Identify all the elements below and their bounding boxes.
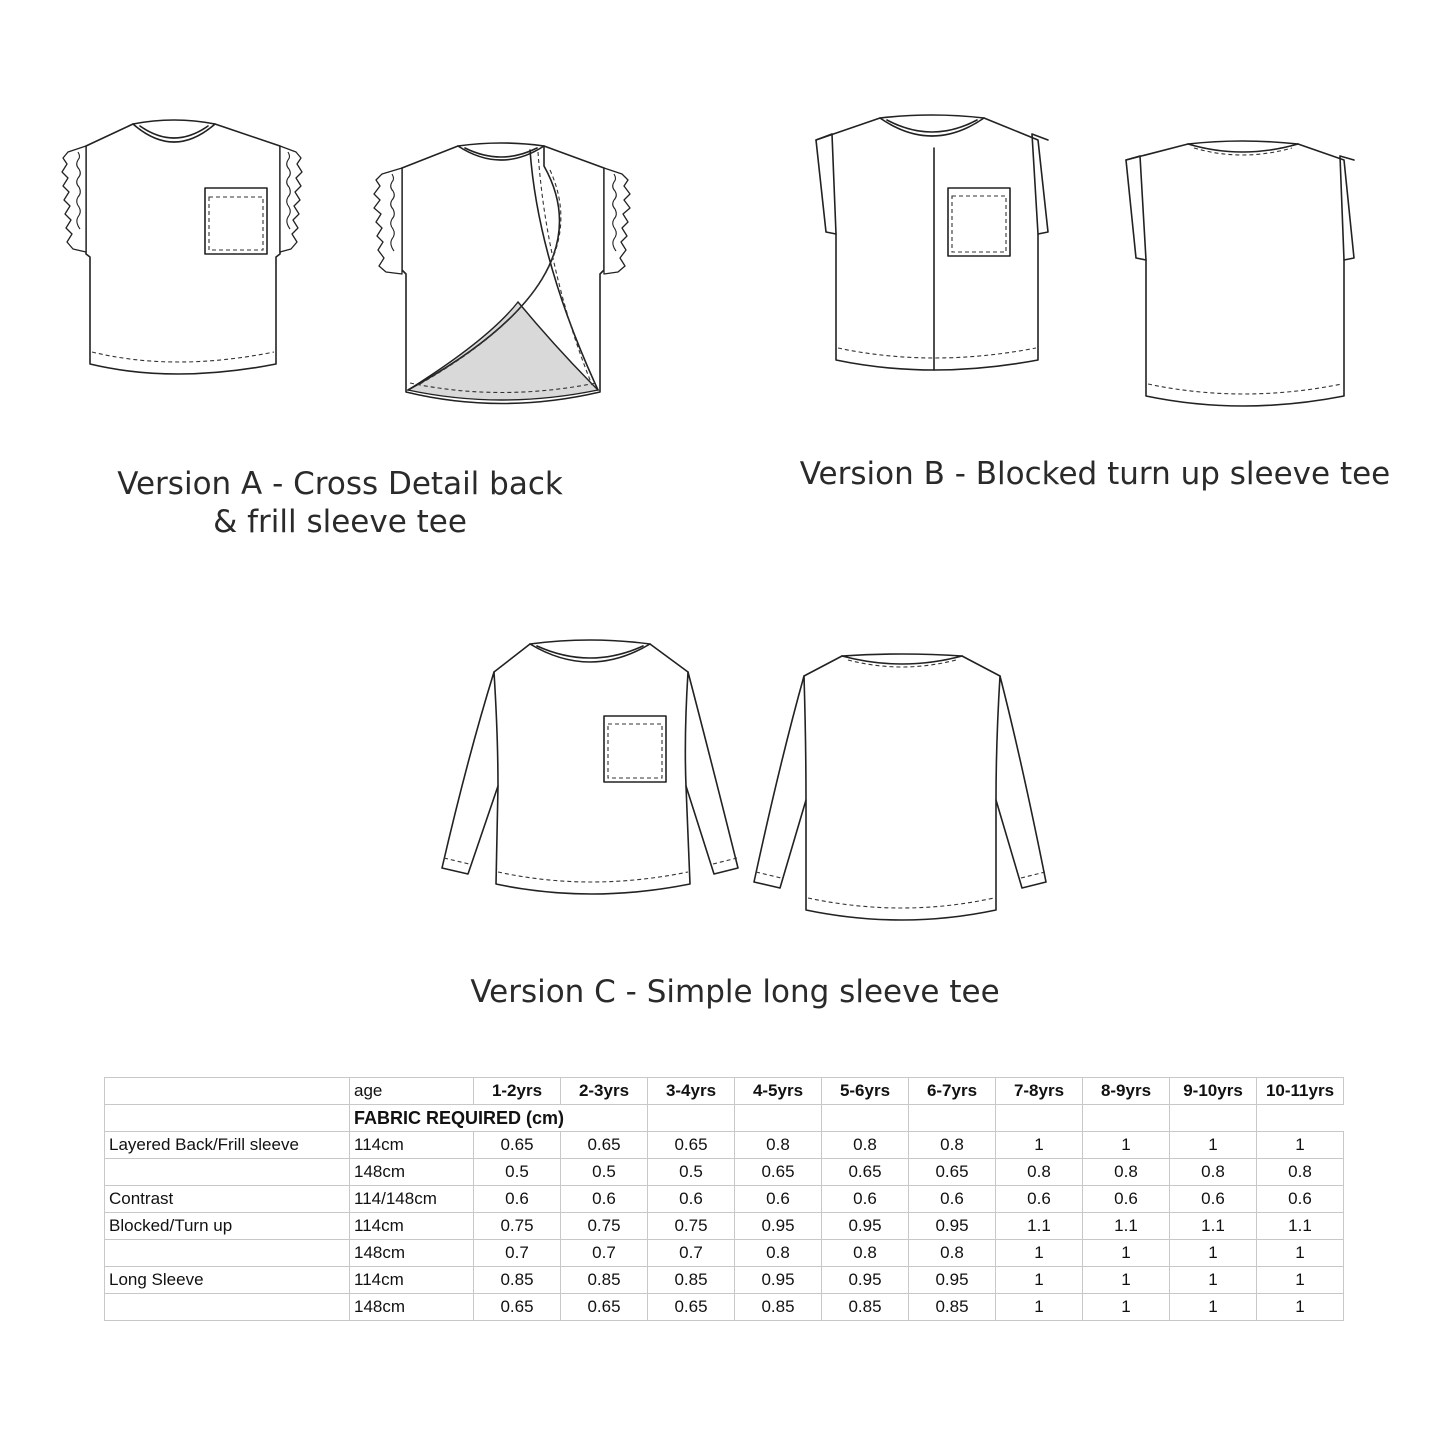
fabric-amount: 0.75 <box>648 1213 735 1240</box>
fabric-amount: 0.8 <box>909 1240 996 1267</box>
fabric-amount: 1 <box>1257 1267 1344 1294</box>
row-label: Layered Back/Frill sleeve <box>105 1132 350 1159</box>
fabric-amount: 0.65 <box>735 1159 822 1186</box>
fabric-amount: 1 <box>1083 1132 1170 1159</box>
table-cell <box>105 1078 350 1105</box>
fabric-amount: 0.65 <box>648 1294 735 1321</box>
fabric-amount: 1 <box>996 1240 1083 1267</box>
fabric-width: 148cm <box>350 1159 474 1186</box>
fabric-amount: 1 <box>1170 1132 1257 1159</box>
fabric-amount: 0.95 <box>909 1213 996 1240</box>
version-a-caption-line1: Version A - Cross Detail back <box>117 466 563 502</box>
fabric-amount: 0.75 <box>474 1213 561 1240</box>
table-row <box>105 1240 1344 1267</box>
table-cell <box>105 1105 350 1132</box>
row-label: Contrast <box>105 1186 350 1213</box>
table-cell <box>996 1105 1083 1132</box>
table-cell <box>1083 1105 1170 1132</box>
table-cell <box>648 1105 735 1132</box>
row-label: Long Sleeve <box>105 1267 350 1294</box>
fabric-amount: 0.6 <box>735 1186 822 1213</box>
fabric-amount: 0.65 <box>822 1159 909 1186</box>
version-c-back-drawing <box>750 652 1055 937</box>
fabric-amount: 0.8 <box>1170 1159 1257 1186</box>
fabric-amount: 1 <box>996 1267 1083 1294</box>
table-header-row <box>105 1078 1344 1105</box>
fabric-amount: 0.65 <box>909 1159 996 1186</box>
fabric-amount: 1 <box>1170 1294 1257 1321</box>
fabric-amount: 1.1 <box>1257 1213 1344 1240</box>
version-c-front-drawing <box>438 636 743 921</box>
version-a-caption <box>90 465 590 541</box>
fabric-amount: 0.5 <box>648 1159 735 1186</box>
fabric-amount: 0.6 <box>561 1186 648 1213</box>
version-c-caption-line1: Version C - Simple long sleeve tee <box>470 974 1000 1010</box>
table-cell <box>735 1105 822 1132</box>
size-header: 3-4yrs <box>648 1078 735 1105</box>
fabric-amount: 0.95 <box>822 1267 909 1294</box>
fabric-amount: 0.95 <box>822 1213 909 1240</box>
fabric-amount: 0.7 <box>474 1240 561 1267</box>
fabric-amount: 1 <box>996 1132 1083 1159</box>
row-label <box>105 1294 350 1321</box>
fabric-amount: 0.6 <box>822 1186 909 1213</box>
fabric-width: 114cm <box>350 1132 474 1159</box>
fabric-amount: 0.8 <box>735 1132 822 1159</box>
size-header: 8-9yrs <box>1083 1078 1170 1105</box>
version-a-back-drawing <box>368 140 643 415</box>
size-header: 7-8yrs <box>996 1078 1083 1105</box>
version-a-front-drawing <box>58 112 288 387</box>
fabric-amount: 0.65 <box>474 1132 561 1159</box>
version-a-caption-line2: & frill sleeve tee <box>213 504 467 540</box>
fabric-amount: 0.95 <box>909 1267 996 1294</box>
fabric-amount: 1 <box>1083 1240 1170 1267</box>
fabric-amount: 1 <box>1257 1132 1344 1159</box>
fabric-amount: 0.6 <box>996 1186 1083 1213</box>
fabric-amount: 0.95 <box>735 1213 822 1240</box>
fabric-amount: 1 <box>1170 1240 1257 1267</box>
version-b-caption-line1: Version B - Blocked turn up sleeve tee <box>799 456 1391 492</box>
fabric-amount: 0.85 <box>648 1267 735 1294</box>
fabric-amount: 0.85 <box>561 1267 648 1294</box>
fabric-requirements-table <box>104 1077 1344 1321</box>
size-header: 1-2yrs <box>474 1078 561 1105</box>
fabric-amount: 0.7 <box>561 1240 648 1267</box>
fabric-amount: 1.1 <box>996 1213 1083 1240</box>
fabric-amount: 0.8 <box>909 1132 996 1159</box>
fabric-amount: 1.1 <box>1170 1213 1257 1240</box>
fabric-amount: 1 <box>1257 1294 1344 1321</box>
fabric-amount: 0.65 <box>561 1132 648 1159</box>
size-header: 4-5yrs <box>735 1078 822 1105</box>
fabric-amount: 0.5 <box>561 1159 648 1186</box>
row-label <box>105 1159 350 1186</box>
fabric-amount: 0.65 <box>648 1132 735 1159</box>
table-cell <box>822 1105 909 1132</box>
table-row <box>105 1213 1344 1240</box>
fabric-amount: 0.7 <box>648 1240 735 1267</box>
fabric-amount: 0.6 <box>1170 1186 1257 1213</box>
table-row <box>105 1267 1344 1294</box>
table-row <box>105 1132 1344 1159</box>
size-header: 2-3yrs <box>561 1078 648 1105</box>
row-label: Blocked/Turn up <box>105 1213 350 1240</box>
fabric-amount: 0.8 <box>822 1240 909 1267</box>
fabric-amount: 0.6 <box>909 1186 996 1213</box>
version-b-front-drawing <box>812 112 1057 387</box>
fabric-amount: 1 <box>1083 1267 1170 1294</box>
fabric-amount: 0.8 <box>1257 1159 1344 1186</box>
fabric-width: 114cm <box>350 1267 474 1294</box>
fabric-width: 148cm <box>350 1294 474 1321</box>
table-cell <box>909 1105 996 1132</box>
table-row <box>105 1294 1344 1321</box>
version-b-back-drawing <box>1120 138 1365 413</box>
table-row <box>105 1186 1344 1213</box>
fabric-amount: 0.85 <box>822 1294 909 1321</box>
fabric-amount: 0.8 <box>996 1159 1083 1186</box>
fabric-amount: 0.6 <box>1257 1186 1344 1213</box>
fabric-amount: 0.85 <box>909 1294 996 1321</box>
fabric-amount: 0.65 <box>474 1294 561 1321</box>
fabric-amount: 0.8 <box>1083 1159 1170 1186</box>
fabric-amount: 1 <box>996 1294 1083 1321</box>
version-c-caption <box>435 973 1035 1011</box>
table-section-row <box>105 1105 1344 1132</box>
fabric-amount: 0.65 <box>561 1294 648 1321</box>
fabric-amount: 0.6 <box>1083 1186 1170 1213</box>
section-title: FABRIC REQUIRED (cm) <box>350 1105 648 1132</box>
fabric-amount: 1 <box>1257 1240 1344 1267</box>
fabric-amount: 0.85 <box>474 1267 561 1294</box>
age-label: age <box>350 1078 474 1105</box>
fabric-width: 148cm <box>350 1240 474 1267</box>
fabric-amount: 0.85 <box>735 1294 822 1321</box>
fabric-amount: 0.6 <box>474 1186 561 1213</box>
size-header: 9-10yrs <box>1170 1078 1257 1105</box>
fabric-width: 114/148cm <box>350 1186 474 1213</box>
fabric-width: 114cm <box>350 1213 474 1240</box>
size-header: 5-6yrs <box>822 1078 909 1105</box>
fabric-amount: 1 <box>1083 1294 1170 1321</box>
fabric-amount: 0.5 <box>474 1159 561 1186</box>
fabric-amount: 0.75 <box>561 1213 648 1240</box>
fabric-amount: 0.6 <box>648 1186 735 1213</box>
fabric-amount: 0.8 <box>822 1132 909 1159</box>
fabric-amount: 0.95 <box>735 1267 822 1294</box>
fabric-amount: 1 <box>1170 1267 1257 1294</box>
version-b-caption <box>780 455 1410 493</box>
size-header: 6-7yrs <box>909 1078 996 1105</box>
fabric-amount: 1.1 <box>1083 1213 1170 1240</box>
size-header: 10-11yrs <box>1257 1078 1344 1105</box>
table-row <box>105 1159 1344 1186</box>
row-label <box>105 1240 350 1267</box>
fabric-amount: 0.8 <box>735 1240 822 1267</box>
table-cell <box>1170 1105 1257 1132</box>
